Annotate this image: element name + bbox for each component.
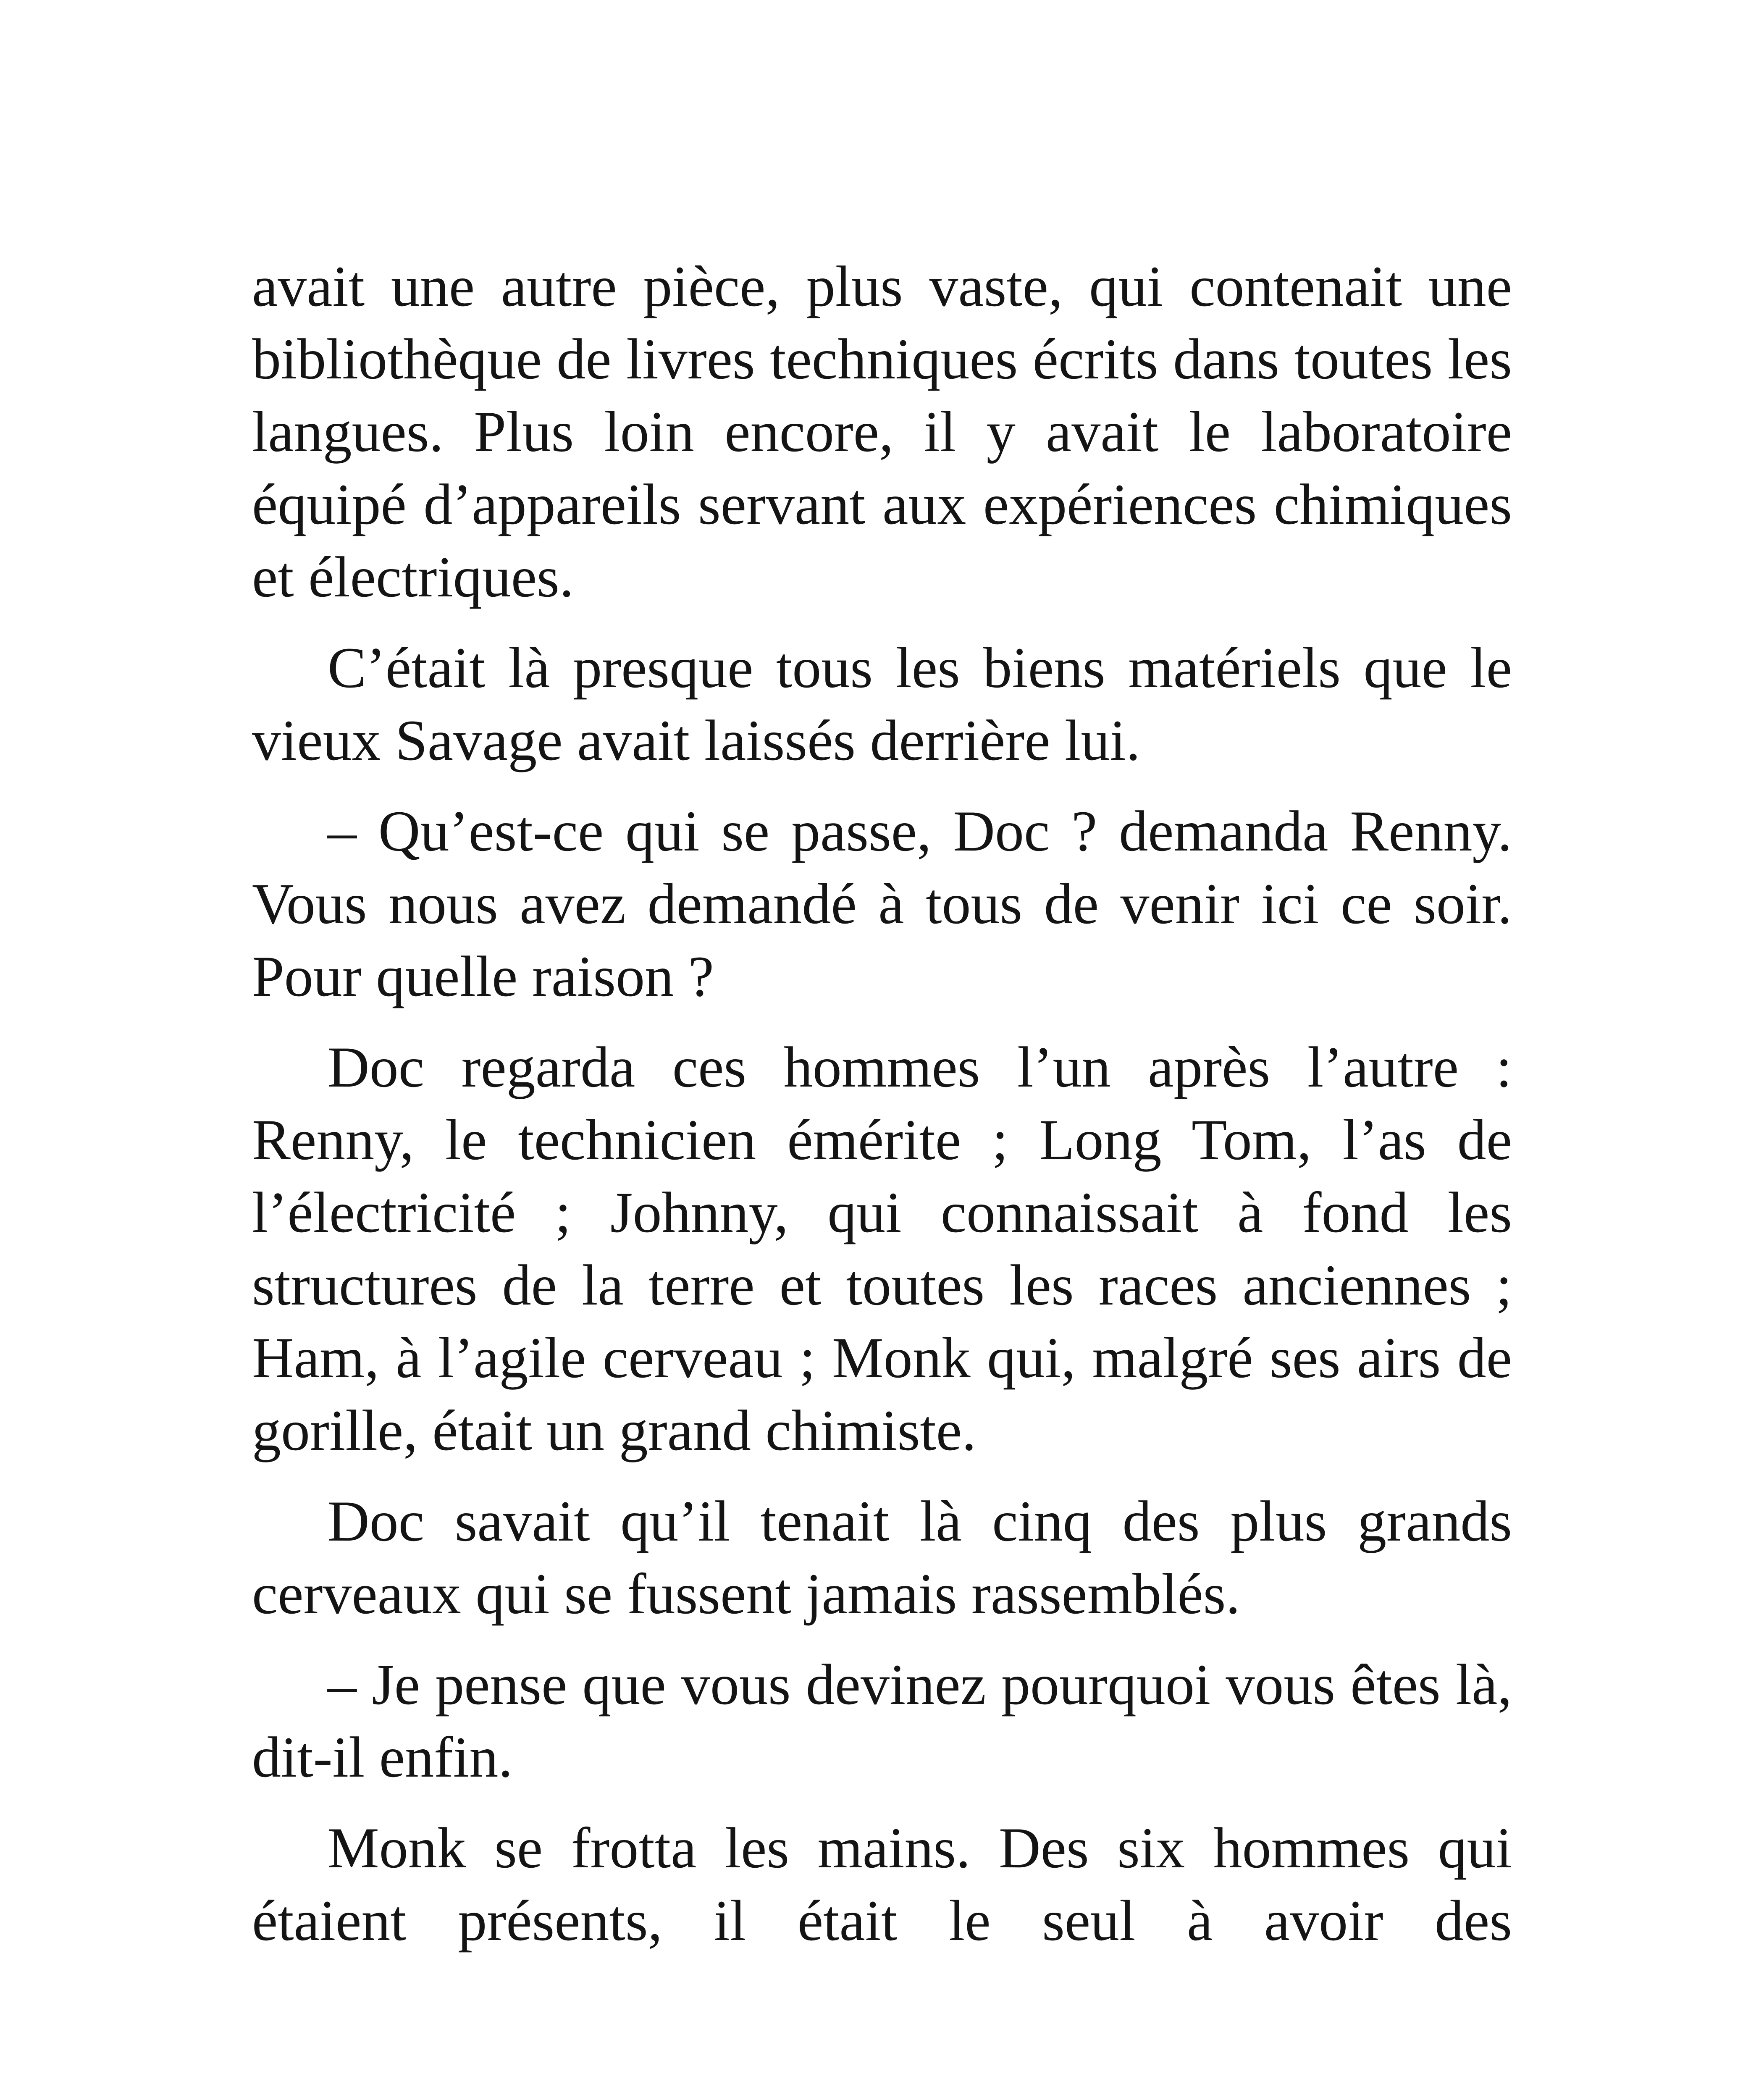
paragraph-renny-question: – Qu’est-ce qui se passe, Doc ? demanda Renny. Vous nous avez demandé à tous de venir ici ce soir. Pour quelle raison ? bbox=[252, 799, 1512, 1008]
paragraph-five-brains: Doc savait qu’il tenait là cinq des plus grands cerveaux qui se fussent jamais rassemblés. bbox=[252, 1489, 1512, 1626]
paragraph-library: avait une autre pièce, plus vaste, qui contenait une bibliothèque de livres techniques écrits dans toutes les langues. Plus loin encore, il y avait le laboratoire équipé d’appareils servant aux expériences chimiques et électriques. bbox=[252, 254, 1512, 609]
paragraph-monk-rubs-hands: Monk se frotta les mains. Des six hommes qui étaient présents, il était le seul à avoir des bbox=[252, 1816, 1512, 1953]
paragraph-doc-regards: Doc regarda ces hommes l’un après l’autre : Renny, le technicien émérite ; Long Tom, l’as de l’électricité ; Johnny, qui connaissait à fond les structures de la terre et toutes les races anciennes ; Ham, à l’agile cerveau ; Monk qui, malgré ses airs de gorille, était un grand chimiste. bbox=[252, 1035, 1512, 1462]
paragraph-doc-speaks: – Je pense que vous devinez pourquoi vous êtes là, dit-il enfin. bbox=[252, 1652, 1512, 1789]
body-text bbox=[252, 250, 1512, 1975]
paragraph-savage-possessions: C’était là presque tous les biens matériels que le vieux Savage avait laissés derrière lui. bbox=[252, 635, 1512, 772]
